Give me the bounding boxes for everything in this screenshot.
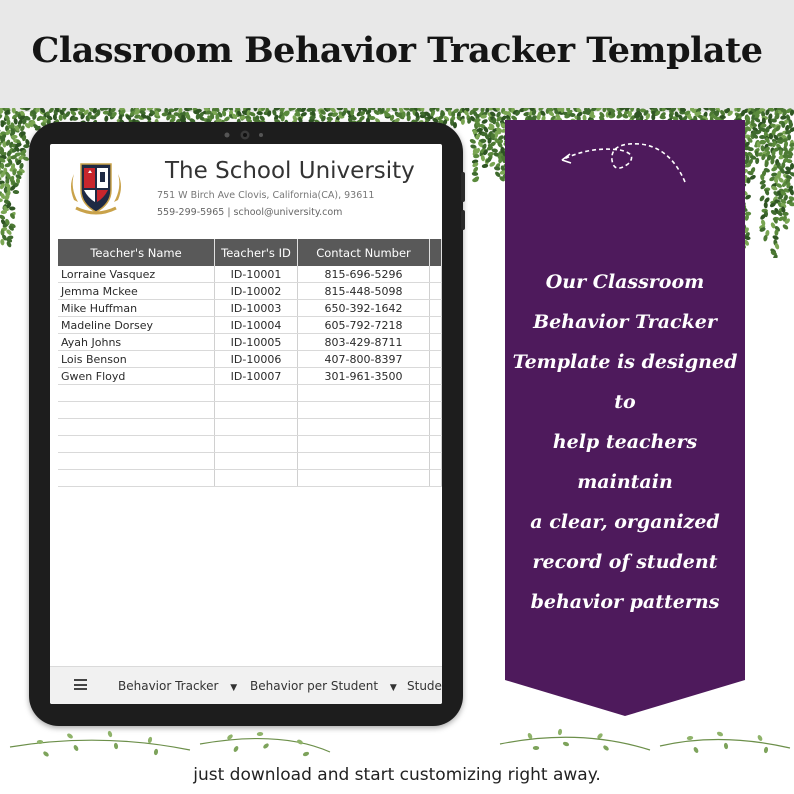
column-header-teacher-name[interactable]: Teacher's Name [58,239,215,266]
cell-teacher-name[interactable] [58,436,215,452]
cell-contact-number[interactable]: 815-696-5296 [298,266,430,282]
cell-teacher-id[interactable] [215,419,298,435]
cell-contact-number[interactable]: 650-392-1642 [298,300,430,316]
cell-teacher-name[interactable]: Madeline Dorsey [58,317,215,333]
teacher-table [58,239,442,487]
banner-line: help teachers maintain [552,431,698,493]
cell-teacher-name[interactable] [58,402,215,418]
banner-line: Template is designed to [512,351,738,413]
cell-teacher-name[interactable]: Gwen Floyd [58,368,215,384]
cell-blank[interactable] [430,266,442,282]
column-header-blank[interactable] [430,239,442,266]
tablet-frame [29,122,463,726]
table-row[interactable] [58,436,442,453]
cell-teacher-id[interactable] [215,436,298,452]
cell-contact-number[interactable]: 605-792-7218 [298,317,430,333]
cell-blank[interactable] [430,368,442,384]
table-row[interactable] [58,470,442,487]
table-row[interactable] [58,300,442,317]
table-body [58,266,442,487]
school-crest-icon [64,156,128,222]
cell-teacher-name[interactable] [58,453,215,469]
tab-label: Behavior per Student [250,679,379,693]
table-row[interactable] [58,317,442,334]
cell-teacher-name[interactable]: Jemma Mckee [58,283,215,299]
cell-contact-number[interactable] [298,470,430,486]
tablet-side-button [461,210,465,230]
dashed-arrow-icon [550,132,700,192]
cell-teacher-id[interactable]: ID-10002 [215,283,298,299]
cell-contact-number[interactable] [298,419,430,435]
caret-down-icon: ▼ [389,683,397,693]
banner-line: Our Classroom [545,271,705,293]
table-row[interactable] [58,402,442,419]
sheet-tabs-bar [50,666,442,704]
table-row[interactable] [58,334,442,351]
cell-blank[interactable] [430,334,442,350]
cell-teacher-id[interactable]: ID-10007 [215,368,298,384]
cell-blank[interactable] [430,385,442,401]
camera-icon [205,129,285,141]
cell-contact-number[interactable]: 301-961-3500 [298,368,430,384]
cell-blank[interactable] [430,351,442,367]
table-row[interactable] [58,283,442,300]
column-header-teacher-id[interactable]: Teacher's ID [215,239,298,266]
banner-description [505,262,745,622]
column-header-contact-number[interactable]: Contact Number [298,239,430,266]
cell-contact-number[interactable]: 407-800-8397 [298,351,430,367]
school-address: 751 W Birch Ave Clovis, California(CA), 93611 [157,190,375,201]
cell-blank[interactable] [430,300,442,316]
tablet-side-button [461,172,465,202]
banner-line: Behavior Tracker [533,311,717,333]
cell-teacher-name[interactable] [58,419,215,435]
tab-student-partial[interactable] [407,679,442,693]
cell-blank[interactable] [430,453,442,469]
school-contact: 559-299-5965 | school@university.com [157,207,343,218]
banner-line: a clear, organized [530,511,720,533]
footer-text: just download and start customizing right away. [193,765,601,785]
cell-teacher-id[interactable]: ID-10006 [215,351,298,367]
cell-teacher-name[interactable] [58,385,215,401]
cell-teacher-id[interactable]: ID-10004 [215,317,298,333]
caret-down-icon: ▼ [230,683,238,693]
cell-teacher-id[interactable] [215,402,298,418]
cell-teacher-name[interactable]: Lorraine Vasquez [58,266,215,282]
table-row[interactable] [58,453,442,470]
tablet-screen [50,144,442,704]
tab-behavior-per-student[interactable] [250,679,397,693]
cell-teacher-id[interactable] [215,470,298,486]
cell-contact-number[interactable]: 815-448-5098 [298,283,430,299]
cell-blank[interactable] [430,402,442,418]
cell-teacher-id[interactable]: ID-10001 [215,266,298,282]
cell-teacher-id[interactable]: ID-10003 [215,300,298,316]
cell-teacher-id[interactable] [215,385,298,401]
tab-label: Behavior Tracker [118,679,219,693]
banner-line: record of student [532,551,718,573]
table-row[interactable] [58,419,442,436]
table-row[interactable] [58,351,442,368]
cell-contact-number[interactable] [298,402,430,418]
table-row[interactable] [58,385,442,402]
cell-contact-number[interactable] [298,385,430,401]
cell-contact-number[interactable]: 803-429-8711 [298,334,430,350]
page-title: Classroom Behavior Tracker Template [31,30,763,71]
banner-line: behavior patterns [530,591,720,613]
table-row[interactable] [58,266,442,283]
cell-teacher-id[interactable]: ID-10005 [215,334,298,350]
table-header-row [58,239,442,266]
cell-blank[interactable] [430,419,442,435]
hamburger-menu-icon[interactable] [74,679,87,690]
table-row[interactable] [58,368,442,385]
cell-teacher-name[interactable]: Lois Benson [58,351,215,367]
cell-contact-number[interactable] [298,436,430,452]
cell-blank[interactable] [430,317,442,333]
tab-behavior-tracker[interactable] [118,679,237,693]
cell-teacher-name[interactable]: Mike Huffman [58,300,215,316]
school-name: The School University [165,158,415,184]
cell-blank[interactable] [430,436,442,452]
cell-blank[interactable] [430,470,442,486]
cell-contact-number[interactable] [298,453,430,469]
cell-teacher-name[interactable] [58,470,215,486]
cell-teacher-name[interactable]: Ayah Johns [58,334,215,350]
cell-teacher-id[interactable] [215,453,298,469]
tab-label: Stude [407,679,442,693]
cell-blank[interactable] [430,283,442,299]
